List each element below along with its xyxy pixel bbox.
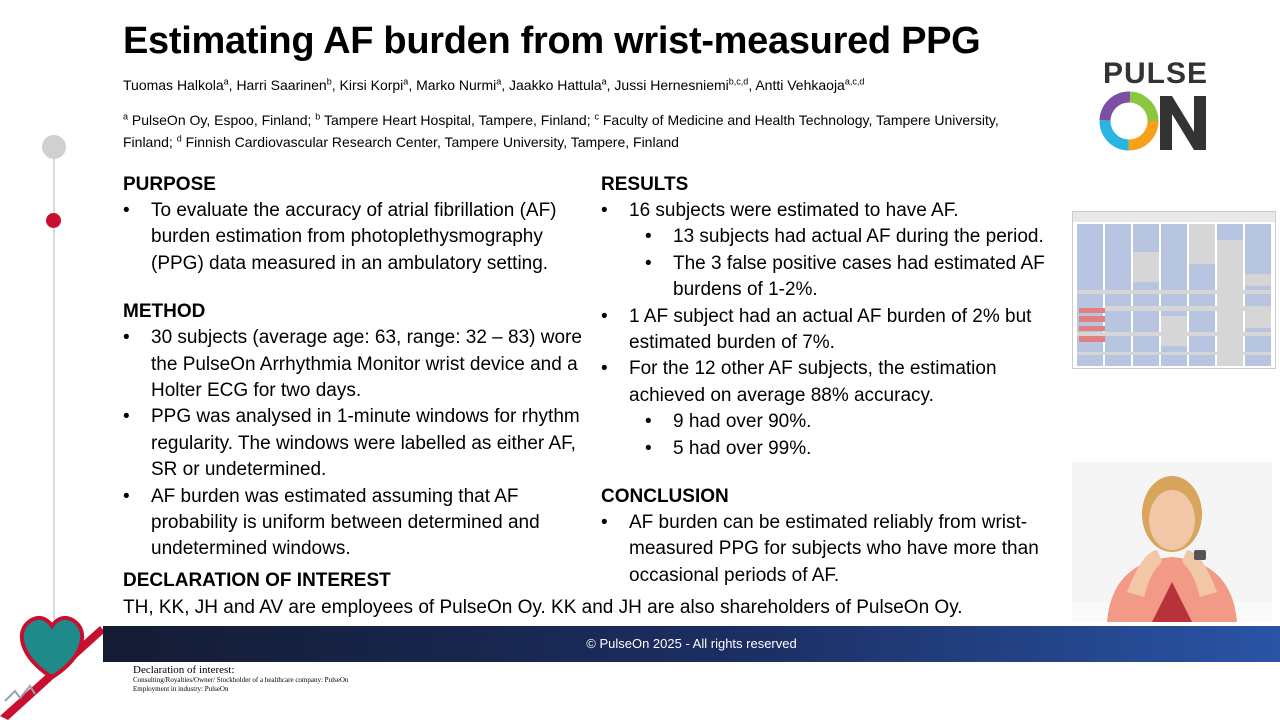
coi-title: Declaration of interest: xyxy=(133,664,235,676)
results-list xyxy=(601,198,1076,462)
author-separator: , xyxy=(748,77,756,93)
page-title: Estimating AF burden from wrist-measured PPG xyxy=(123,20,981,62)
timeline-line xyxy=(53,140,55,620)
affiliation-mark: d xyxy=(176,133,182,144)
author-name: Harri Saarinen xyxy=(236,77,327,93)
logo-text: PULSE xyxy=(1102,57,1209,90)
author-separator: , xyxy=(228,77,237,93)
logo-on-icon xyxy=(1098,90,1213,154)
timeline-dot-red xyxy=(46,213,61,228)
conclusion-list xyxy=(601,510,1076,589)
author-name: Kirsi Korpi xyxy=(339,77,404,93)
author-affiliation-mark: a xyxy=(223,76,229,87)
declaration-text: TH, KK, JH and AV are employees of PulseOn Oy. KK and JH are also shareholders of PulseOn Oy. xyxy=(123,597,963,618)
coi-line: Consulting/Royalties/Owner/ Stockholder of a healthcare company: PulseOn xyxy=(133,676,349,684)
right-column xyxy=(601,172,1076,589)
results-item: • 5 had over 99%. xyxy=(601,436,1076,462)
conclusion-heading: CONCLUSION xyxy=(601,486,729,508)
pulseon-logo xyxy=(1098,58,1213,158)
heart-icon xyxy=(0,606,105,720)
affiliation-text: PulseOn Oy, Espoo, Finland; xyxy=(128,112,316,128)
author-affiliation-mark: a xyxy=(496,76,502,87)
author-affiliation-mark: a xyxy=(403,76,409,87)
affiliation-mark: a xyxy=(123,111,129,122)
author-affiliation-mark: a xyxy=(601,76,607,87)
results-item: • 1 AF subject had an actual AF burden of 2% but estimated burden of 7%. xyxy=(601,304,1076,357)
results-item: • 16 subjects were estimated to have AF. xyxy=(601,198,1076,224)
method-item: • AF burden was estimated assuming that AF probability is uniform between determined and undetermined windows. xyxy=(123,484,593,563)
method-heading: METHOD xyxy=(123,301,206,323)
declaration-heading: DECLARATION OF INTEREST xyxy=(123,570,391,591)
conclusion-item: • AF burden can be estimated reliably from wrist-measured PPG for subjects who have more than occasional periods of AF. xyxy=(601,510,1076,589)
author-affiliation-mark: b,c,d xyxy=(728,76,749,87)
author-separator: , xyxy=(606,77,615,93)
method-item: • 30 subjects (average age: 63, range: 32 – 83) wore the PulseOn Arrhythmia Monitor wrist device and a Holter ECG for two days. xyxy=(123,325,593,404)
author-affiliation-mark: b xyxy=(326,76,332,87)
timeline-dot-grey xyxy=(42,135,66,159)
woman-with-watch-photo xyxy=(1072,462,1272,622)
method-list xyxy=(123,325,593,563)
affiliation-list xyxy=(123,109,1023,153)
purpose-item: • To evaluate the accuracy of atrial fibrillation (AF) burden estimation from photoplethysmography (PPG) data measured in an ambulatory setting. xyxy=(123,198,593,277)
author-separator: , xyxy=(331,77,340,93)
results-item: • 9 had over 90%. xyxy=(601,409,1076,435)
coi-box xyxy=(133,664,348,694)
affiliation-text: Tampere Heart Hospital, Tampere, Finland; xyxy=(320,112,595,128)
method-item: • PPG was analysed in 1-minute windows for rhythm regularity. The windows were labelled as either AF, SR or undetermined. xyxy=(123,404,593,483)
affiliation-mark: b xyxy=(315,111,321,122)
results-heading: RESULTS xyxy=(601,174,689,195)
footer-copyright: © PulseOn 2025 - All rights reserved xyxy=(586,636,797,651)
purpose-list xyxy=(123,198,593,277)
purpose-heading: PURPOSE xyxy=(123,174,216,195)
author-name: Jaakko Hattula xyxy=(509,77,602,93)
affiliation-text: Finnish Cardiovascular Research Center, Tampere University, Tampere, Finland xyxy=(181,134,679,150)
results-item: • For the 12 other AF subjects, the estimation achieved on average 88% accuracy. xyxy=(601,356,1076,409)
left-column xyxy=(123,172,593,563)
heart-logo xyxy=(0,606,105,720)
author-separator: , xyxy=(501,77,510,93)
footer-bar xyxy=(103,626,1280,662)
affiliation-mark: c xyxy=(594,111,599,122)
author-affiliation-mark: a,c,d xyxy=(844,76,865,87)
coi-line: Employment in industry: PulseOn xyxy=(133,685,229,693)
author-name: Antti Vehkaoja xyxy=(755,77,845,93)
author-name: Marko Nurmi xyxy=(416,77,497,93)
af-calendar-thumbnail xyxy=(1072,211,1276,369)
results-item: • The 3 false positive cases had estimated AF burdens of 1-2%. xyxy=(601,251,1076,304)
author-name: Jussi Hernesniemi xyxy=(614,77,729,93)
results-item: • 13 subjects had actual AF during the period. xyxy=(601,224,1076,250)
author-separator: , xyxy=(408,77,417,93)
affiliation-text: Faculty of Medicine and Health Technology, Tampere University, Finland; xyxy=(123,112,999,150)
author-name: Tuomas Halkola xyxy=(123,77,224,93)
author-list xyxy=(123,77,864,93)
